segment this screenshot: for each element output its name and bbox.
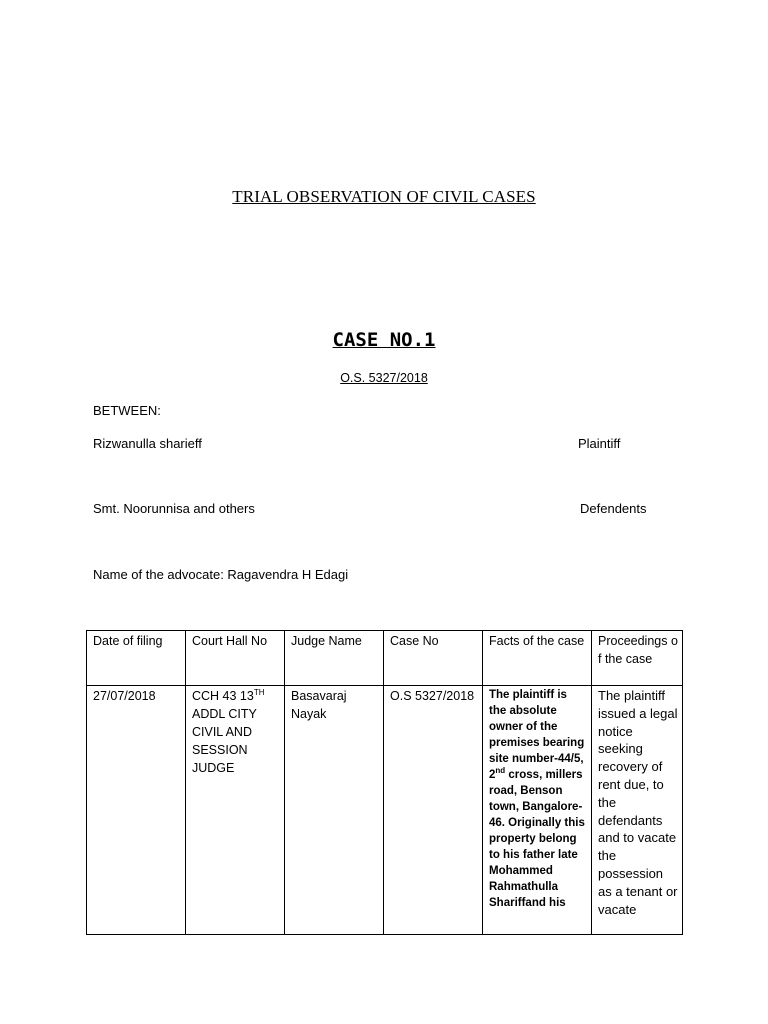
header-facts: Facts of the case <box>483 631 592 686</box>
cell-facts <box>483 686 592 935</box>
cell-court-hall-no <box>186 686 285 935</box>
defendant-name: Smt. Noorunnisa and others <box>93 501 255 516</box>
defendant-role: Defendents <box>580 501 647 516</box>
court-superscript: TH <box>253 687 265 697</box>
case-details-table <box>86 630 683 935</box>
between-label: BETWEEN: <box>93 403 161 418</box>
cell-proceedings: The plaintiff issued a legal notice seeking recovery of rent due, to the defendants and to vacate the possession as a tenant or vacate <box>592 686 683 935</box>
header-court-hall-no: Court Hall No <box>186 631 285 686</box>
header-judge-name: Judge Name <box>285 631 384 686</box>
table-header-row <box>87 631 683 686</box>
court-rest: ADDL CITY CIVIL AND SESSION JUDGE <box>192 707 257 775</box>
plaintiff-role: Plaintiff <box>578 436 621 451</box>
header-case-no: Case No <box>384 631 483 686</box>
plaintiff-name: Rizwanulla sharieff <box>93 436 202 451</box>
cell-case-no: O.S 5327/2018 <box>384 686 483 935</box>
cell-judge-name: Basavaraj Nayak <box>285 686 384 935</box>
cell-date-of-filing: 27/07/2018 <box>87 686 186 935</box>
case-reference: O.S. 5327/2018 <box>340 371 428 385</box>
advocate-line: Name of the advocate: Ragavendra H Edagi <box>93 567 349 582</box>
facts-text-part2: cross, millers road, Benson town, Bangalore-46. Originally this property belong to his father late Mohammed Rahmathulla Shariffand his <box>489 769 585 909</box>
page-title: TRIAL OBSERVATION OF CIVIL CASES <box>232 187 536 206</box>
court-prefix: CCH 43 13 <box>192 689 254 703</box>
header-proceedings: Proceedings of the case <box>592 631 683 686</box>
header-date-of-filing: Date of filing <box>87 631 186 686</box>
table-row <box>87 686 683 935</box>
facts-text-part1: The plaintiff is the absolute owner of the premises bearing site number-44/5, 2 <box>489 689 585 781</box>
facts-superscript: nd <box>495 766 506 776</box>
case-heading: CASE NO.1 <box>332 329 436 351</box>
